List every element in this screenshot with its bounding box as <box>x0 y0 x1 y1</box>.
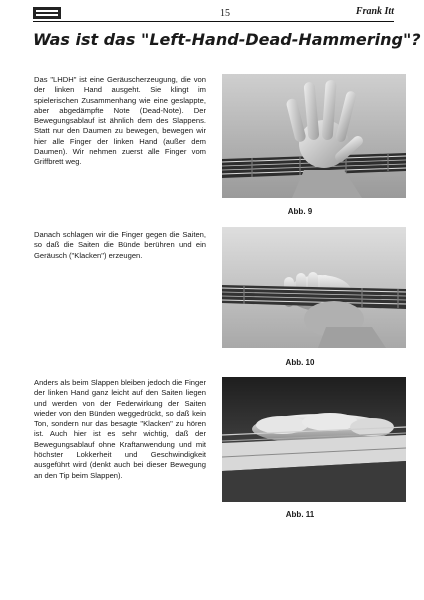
section-2-text: Danach schlagen wir die Finger gegen die Saiten, so daß die Saiten die Bünde berühren und ein Geräusch ("Klacken") erzeugen. <box>34 230 206 260</box>
figure-caption-11: Abb. 11 <box>285 510 315 519</box>
page-title: Was ist das "Left-Hand-Dead-Hammering"? <box>33 30 421 49</box>
fingers-resting-icon <box>222 377 406 502</box>
fingers-strike-icon <box>222 227 406 348</box>
striking-fingers-photo <box>222 227 406 348</box>
author-name: Frank Itt <box>355 6 394 17</box>
resting-fingers-photo <box>222 377 406 502</box>
section-3-text: Anders als beim Slappen bleiben jedoch die Finger der linken Hand ganz leicht auf den Saiten liegen und werden von der Federwirkung der Saiten wieder von den Bünden weggedrückt, so daß kein Ton, sondern nur das besagte "Klacken" zu hören ist. Auch hier ist es sehr wichtig, daß der Bewegungsablauf ohne Kraftanwendung und mit höchster Lokkerheit und Geschwindigkeit ausgeführt wird (denkt auch bei dieser Bewegung an den Tip beim Slappen). <box>34 378 206 480</box>
header-rule <box>33 21 394 22</box>
figure-caption-10: Abb. 10 <box>285 358 315 367</box>
section-1-text: Das "LHDH" ist eine Geräuscherzeugung, die von der linken Hand ausgeht. Sie klingt im spielerischen Zusammenhang wie eine geslappte, aber abgedämpfte Note (Dead-Note). Der Bewegungsablauf ist ähnlich dem des Slappens. Statt nur den Daumen zu bewegen, bewegen wir hier alle Finger der linken Hand (außer dem Daumen). Wir nehmen zuerst alle Finger vom Griffbrett weg. <box>34 75 206 167</box>
publisher-logo <box>33 7 61 19</box>
page-number: 15 <box>220 8 230 19</box>
open-hand-icon <box>222 74 406 198</box>
open-hand-photo <box>222 74 406 198</box>
figure-caption-9: Abb. 9 <box>287 207 313 216</box>
